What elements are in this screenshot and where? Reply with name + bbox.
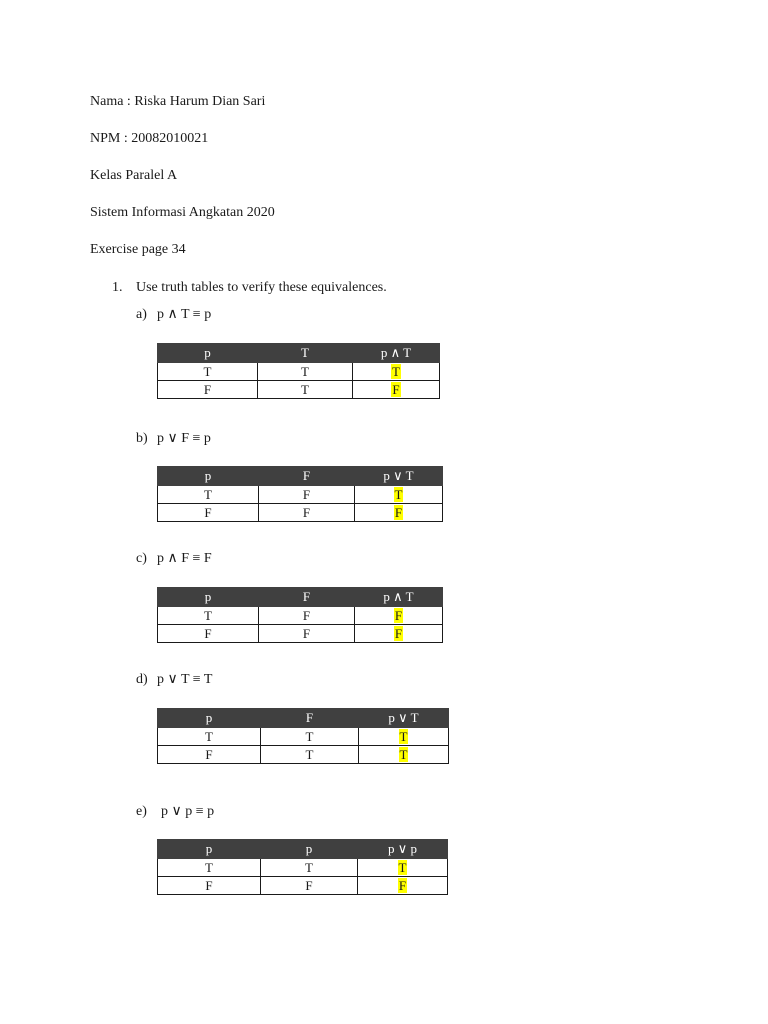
highlighted-result: T — [398, 860, 407, 875]
table-cell: F — [158, 625, 259, 643]
student-name: Nama : Riska Harum Dian Sari — [90, 94, 266, 109]
column-header: p — [158, 709, 261, 728]
highlighted-result: T — [394, 487, 403, 502]
table-cell — [358, 877, 448, 895]
item-label: c) — [136, 551, 147, 566]
highlighted-result: F — [392, 382, 400, 397]
table-row — [158, 486, 443, 504]
truth-table — [157, 343, 440, 399]
item-equation: p ∨ T ≡ T — [157, 672, 213, 687]
question-number: 1. — [112, 280, 123, 295]
item-equation: p ∧ F ≡ F — [157, 551, 212, 566]
highlighted-result: F — [394, 608, 403, 623]
table-cell: T — [158, 859, 261, 877]
table-cell: T — [158, 728, 261, 746]
column-header: p — [261, 840, 358, 859]
table-cell: T — [158, 607, 259, 625]
column-header: p ∨ p — [358, 840, 448, 859]
item-label: d) — [136, 672, 148, 687]
table-cell: F — [158, 381, 258, 399]
table-cell: F — [158, 746, 261, 764]
table-cell: T — [261, 728, 359, 746]
table-row — [158, 859, 448, 877]
column-header: p ∧ T — [355, 588, 443, 607]
table-row — [158, 381, 440, 399]
item-equation: p ∧ T ≡ p — [157, 307, 212, 322]
table-cell: F — [259, 486, 355, 504]
item-equation: p ∨ p ≡ p — [161, 804, 215, 819]
table-header-row — [158, 344, 440, 363]
table-cell: T — [158, 486, 259, 504]
column-header: p — [158, 588, 259, 607]
table-cell — [359, 728, 449, 746]
question-text: Use truth tables to verify these equivalences. — [136, 280, 387, 295]
table-row — [158, 363, 440, 381]
student-npm: NPM : 20082010021 — [90, 131, 209, 146]
table-row — [158, 728, 449, 746]
highlighted-result: F — [394, 505, 403, 520]
table-header-row — [158, 588, 443, 607]
table-cell: T — [158, 363, 258, 381]
column-header: T — [258, 344, 353, 363]
truth-table — [157, 708, 449, 764]
table-cell: T — [261, 746, 359, 764]
truth-table — [157, 466, 443, 522]
table-row — [158, 877, 448, 895]
column-header: F — [261, 709, 359, 728]
column-header: p — [158, 467, 259, 486]
column-header: p — [158, 840, 261, 859]
item-equation: p ∨ F ≡ p — [157, 431, 211, 446]
table-header-row — [158, 467, 443, 486]
table-cell — [353, 381, 440, 399]
column-header: p ∨ T — [359, 709, 449, 728]
table-cell: T — [258, 363, 353, 381]
table-header-row — [158, 709, 449, 728]
study-program: Sistem Informasi Angkatan 2020 — [90, 205, 275, 220]
highlighted-result: T — [399, 729, 408, 744]
truth-table — [157, 839, 448, 895]
column-header: p ∧ T — [353, 344, 440, 363]
truth-table — [157, 587, 443, 643]
table-cell — [353, 363, 440, 381]
table-cell: F — [158, 877, 261, 895]
item-label: e) — [136, 804, 147, 819]
column-header: p ∨ T — [355, 467, 443, 486]
table-cell: F — [261, 877, 358, 895]
highlighted-result: T — [392, 364, 400, 379]
table-cell — [358, 859, 448, 877]
highlighted-result: F — [398, 878, 407, 893]
column-header: F — [259, 588, 355, 607]
item-label: b) — [136, 431, 148, 446]
exercise-title: Exercise page 34 — [90, 242, 186, 257]
student-class: Kelas Paralel A — [90, 168, 178, 183]
column-header: F — [259, 467, 355, 486]
table-row — [158, 746, 449, 764]
item-label: a) — [136, 307, 147, 322]
table-cell: F — [158, 504, 259, 522]
table-row — [158, 625, 443, 643]
table-cell — [355, 607, 443, 625]
highlighted-result: F — [394, 626, 403, 641]
table-cell: T — [258, 381, 353, 399]
table-cell: T — [261, 859, 358, 877]
table-cell: F — [259, 625, 355, 643]
table-header-row — [158, 840, 448, 859]
table-cell — [359, 746, 449, 764]
table-cell — [355, 504, 443, 522]
table-row — [158, 504, 443, 522]
table-row — [158, 607, 443, 625]
table-cell — [355, 486, 443, 504]
table-cell: F — [259, 607, 355, 625]
table-cell: F — [259, 504, 355, 522]
table-cell — [355, 625, 443, 643]
highlighted-result: T — [399, 747, 408, 762]
column-header: p — [158, 344, 258, 363]
